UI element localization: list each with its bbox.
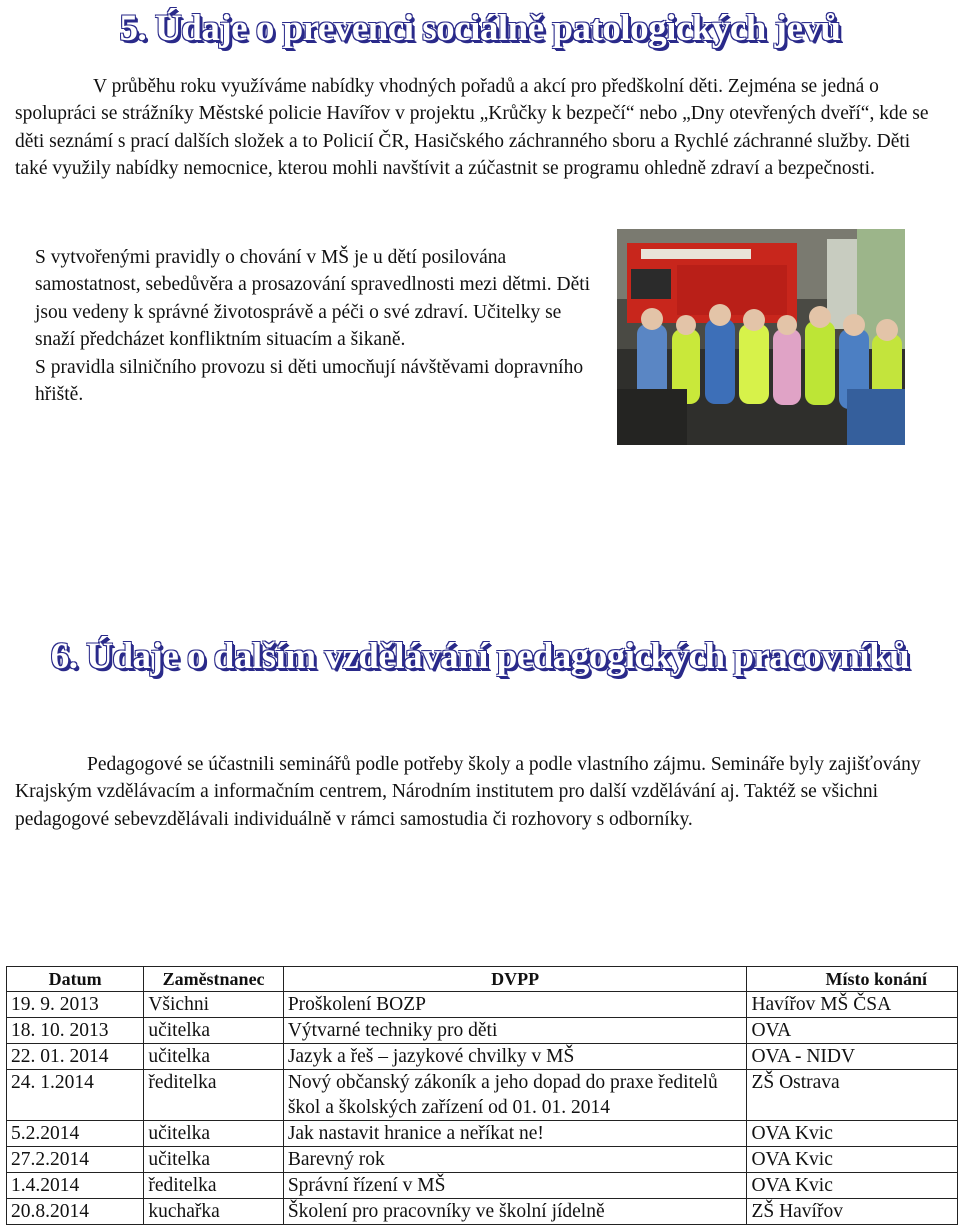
cell-datum: 24. 1.2014 bbox=[7, 1070, 144, 1121]
table-row bbox=[7, 1018, 958, 1044]
header-zamestnanec: Zaměstnanec bbox=[144, 967, 283, 992]
section-6-heading: 6. Údaje o dalším vzdělávání pedagogických pracovníků bbox=[50, 636, 910, 677]
table-row bbox=[7, 1044, 958, 1070]
cell-misto: OVA bbox=[747, 1018, 958, 1044]
table-row bbox=[7, 1121, 958, 1147]
cell-misto: Havířov MŠ ČSA bbox=[747, 992, 958, 1018]
cell-zamestnanec: učitelka bbox=[144, 1147, 283, 1173]
section-5-rules-text: S vytvořenými pravidly o chování v MŠ je u dětí posilována samostatnost, sebedůvěra a prosazování spravedlnosti mezi dětmi. Děti jsou vedeny k správné životosprávě a péči o své zdraví. Učitelky se snaží předcházet konfliktním situacím a šikaně. bbox=[35, 247, 591, 351]
cell-datum: 22. 01. 2014 bbox=[7, 1044, 144, 1070]
section-5-paragraph-1-rest: Zejména se jedná o spolupráci se strážníky Městské policie Havířov v projektu „Krůčky k bezpečí“ nebo „Dny otevřených dveří“, kde se děti seznámí s prací dalších složek a to Policií ČR, Hasičského záchranného sboru a Rychlé záchranné služby. Děti také využily nabídky nemocnice, kterou mohli navštívit a zúčastnit se programu ohledně zdraví a bezpečnosti. bbox=[15, 76, 929, 180]
section-5-traffic-text: S pravidla silničního provozu si děti umocňují návštěvami dopravního hřiště. bbox=[35, 356, 584, 406]
cell-zamestnanec: Všichni bbox=[144, 992, 283, 1018]
cell-misto: ZŠ Ostrava bbox=[747, 1070, 958, 1121]
table-row bbox=[7, 1199, 958, 1225]
cell-zamestnanec: ředitelka bbox=[144, 1173, 283, 1199]
dvpp-table bbox=[6, 966, 958, 1225]
cell-dvpp: Proškolení BOZP bbox=[283, 992, 747, 1018]
cell-zamestnanec: učitelka bbox=[144, 1121, 283, 1147]
table-header-row bbox=[7, 967, 958, 992]
cell-zamestnanec: kuchařka bbox=[144, 1199, 283, 1225]
cell-misto: OVA Kvic bbox=[747, 1121, 958, 1147]
cell-misto: ZŠ Havířov bbox=[747, 1199, 958, 1225]
cell-dvpp: Výtvarné techniky pro děti bbox=[283, 1018, 747, 1044]
cell-dvpp: Nový občanský zákoník a jeho dopad do praxe ředitelů škol a školských zařízení od 01. 01. 2014 bbox=[283, 1070, 747, 1121]
cell-misto: OVA Kvic bbox=[747, 1147, 958, 1173]
section-6-paragraph-first-line: Pedagogové se účastnili seminářů podle potřeby školy a podle vlastního zájmu. bbox=[87, 754, 706, 775]
table-row bbox=[7, 1173, 958, 1199]
section-6-paragraph-rest: Semináře byly zajišťovány Krajským vzdělávacím a informačním centrem, Národním institutem pro další vzdělávání aj. Taktéž se všichni pedagogové sebevzdělávali individuálně v rámci samostudia či rozhovory s odborníky. bbox=[15, 754, 921, 830]
cell-dvpp: Školení pro pracovníky ve školní jídelně bbox=[283, 1199, 747, 1225]
cell-datum: 20.8.2014 bbox=[7, 1199, 144, 1225]
cell-dvpp: Barevný rok bbox=[283, 1147, 747, 1173]
cell-misto: OVA Kvic bbox=[747, 1173, 958, 1199]
cell-dvpp: Správní řízení v MŠ bbox=[283, 1173, 747, 1199]
cell-datum: 1.4.2014 bbox=[7, 1173, 144, 1199]
table-row bbox=[7, 992, 958, 1018]
section-6-paragraph bbox=[15, 751, 945, 833]
section-5-heading: 5. Údaje o prevenci sociálně patologických jevů bbox=[119, 8, 841, 49]
table-row bbox=[7, 1147, 958, 1173]
cell-datum: 18. 10. 2013 bbox=[7, 1018, 144, 1044]
children-fire-station-photo bbox=[617, 229, 905, 445]
section-5-paragraph-1-first-line: V průběhu roku využíváme nabídky vhodných pořadů a akcí pro předškolní děti. bbox=[93, 76, 723, 97]
cell-zamestnanec: ředitelka bbox=[144, 1070, 283, 1121]
cell-datum: 27.2.2014 bbox=[7, 1147, 144, 1173]
cell-datum: 19. 9. 2013 bbox=[7, 992, 144, 1018]
section-5-paragraph-1 bbox=[15, 73, 945, 183]
table-row bbox=[7, 1070, 958, 1121]
cell-zamestnanec: učitelka bbox=[144, 1044, 283, 1070]
section-5-paragraph-2 bbox=[15, 244, 595, 408]
cell-zamestnanec: učitelka bbox=[144, 1018, 283, 1044]
cell-dvpp: Jazyk a řeš – jazykové chvilky v MŠ bbox=[283, 1044, 747, 1070]
cell-misto: OVA - NIDV bbox=[747, 1044, 958, 1070]
photo-illustration bbox=[617, 229, 905, 445]
header-datum: Datum bbox=[7, 967, 144, 992]
cell-datum: 5.2.2014 bbox=[7, 1121, 144, 1147]
cell-dvpp: Jak nastavit hranice a neříkat ne! bbox=[283, 1121, 747, 1147]
header-dvpp: DVPP bbox=[283, 967, 747, 992]
header-misto-konani: Místo konání bbox=[747, 967, 958, 992]
